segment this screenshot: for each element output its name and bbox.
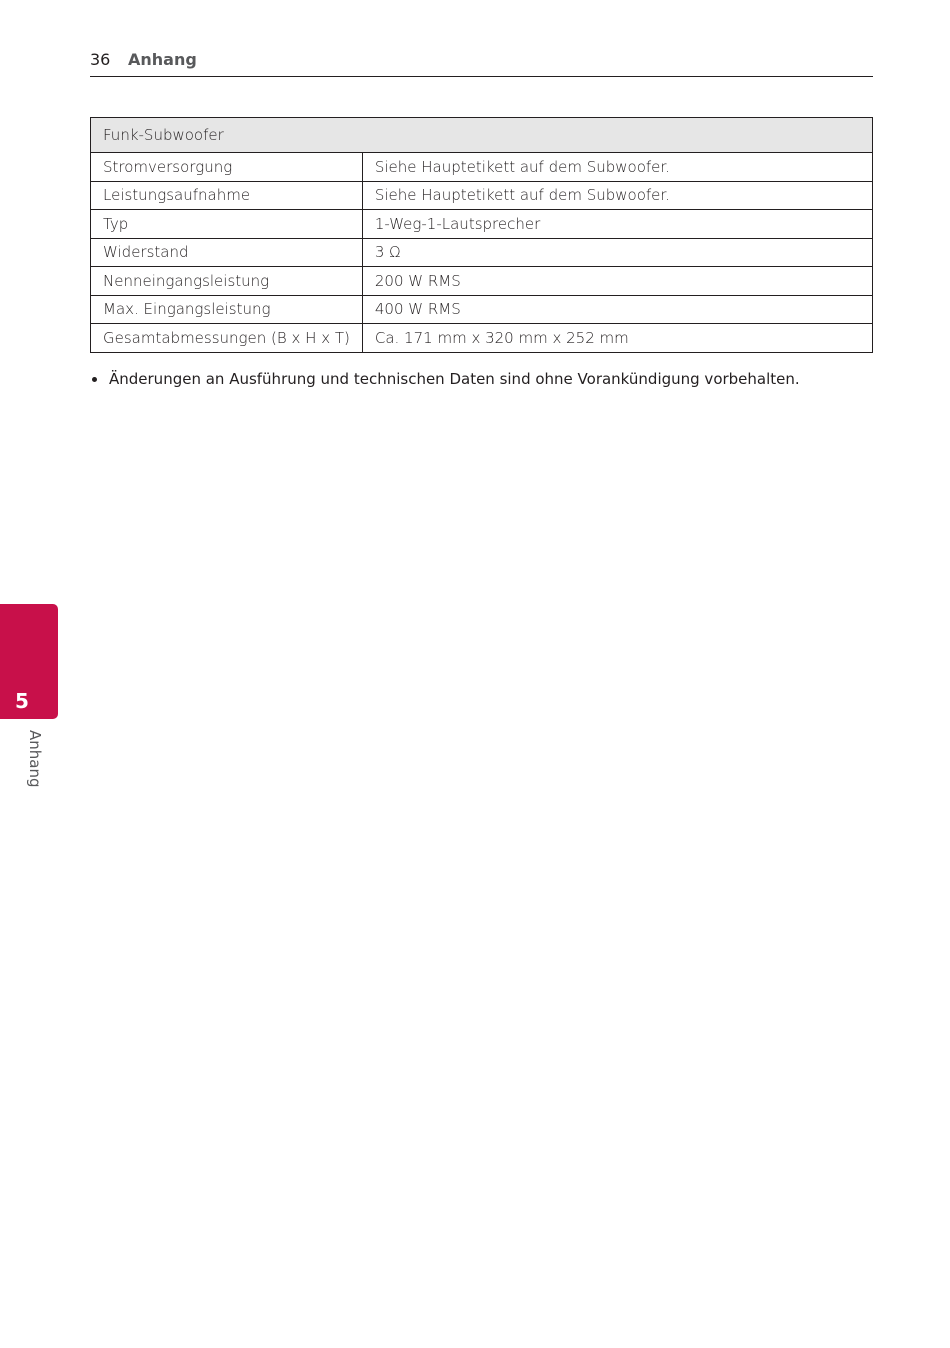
spec-table bbox=[90, 117, 873, 353]
table-row bbox=[91, 324, 873, 353]
spec-label: Nenneingangsleistung bbox=[91, 267, 363, 296]
section-title: Anhang bbox=[128, 50, 197, 69]
page-header bbox=[90, 48, 873, 77]
chapter-tab bbox=[0, 604, 58, 719]
table-title: Funk-Subwoofer bbox=[91, 118, 873, 153]
spec-value: Siehe Hauptetikett auf dem Subwoofer. bbox=[362, 181, 872, 210]
spec-label: Leistungsaufnahme bbox=[91, 181, 363, 210]
note-text: Änderungen an Ausführung und technischen Daten sind ohne Vorankündigung vorbehalten. bbox=[109, 370, 800, 388]
table-row bbox=[91, 295, 873, 324]
spec-label: Widerstand bbox=[91, 238, 363, 267]
table-row bbox=[91, 267, 873, 296]
spec-value: Siehe Hauptetikett auf dem Subwoofer. bbox=[362, 153, 872, 182]
spec-label: Typ bbox=[91, 210, 363, 239]
spec-label: Max. Eingangsleistung bbox=[91, 295, 363, 324]
table-header-row bbox=[91, 118, 873, 153]
spec-value: 200 W RMS bbox=[362, 267, 872, 296]
spec-value: Ca. 171 mm x 320 mm x 252 mm bbox=[362, 324, 872, 353]
table-row bbox=[91, 238, 873, 267]
note-item bbox=[90, 370, 800, 388]
spec-label: Stromversorgung bbox=[91, 153, 363, 182]
chapter-number: 5 bbox=[15, 689, 29, 713]
spec-value: 400 W RMS bbox=[362, 295, 872, 324]
chapter-label: Anhang bbox=[26, 730, 44, 788]
table-row bbox=[91, 153, 873, 182]
table-row bbox=[91, 181, 873, 210]
page-number: 36 bbox=[90, 50, 111, 69]
table-row bbox=[91, 210, 873, 239]
bullet-icon bbox=[92, 377, 97, 382]
spec-label: Gesamtabmessungen (B x H x T) bbox=[91, 324, 363, 353]
spec-value: 3 Ω bbox=[362, 238, 872, 267]
spec-value: 1-Weg-1-Lautsprecher bbox=[362, 210, 872, 239]
